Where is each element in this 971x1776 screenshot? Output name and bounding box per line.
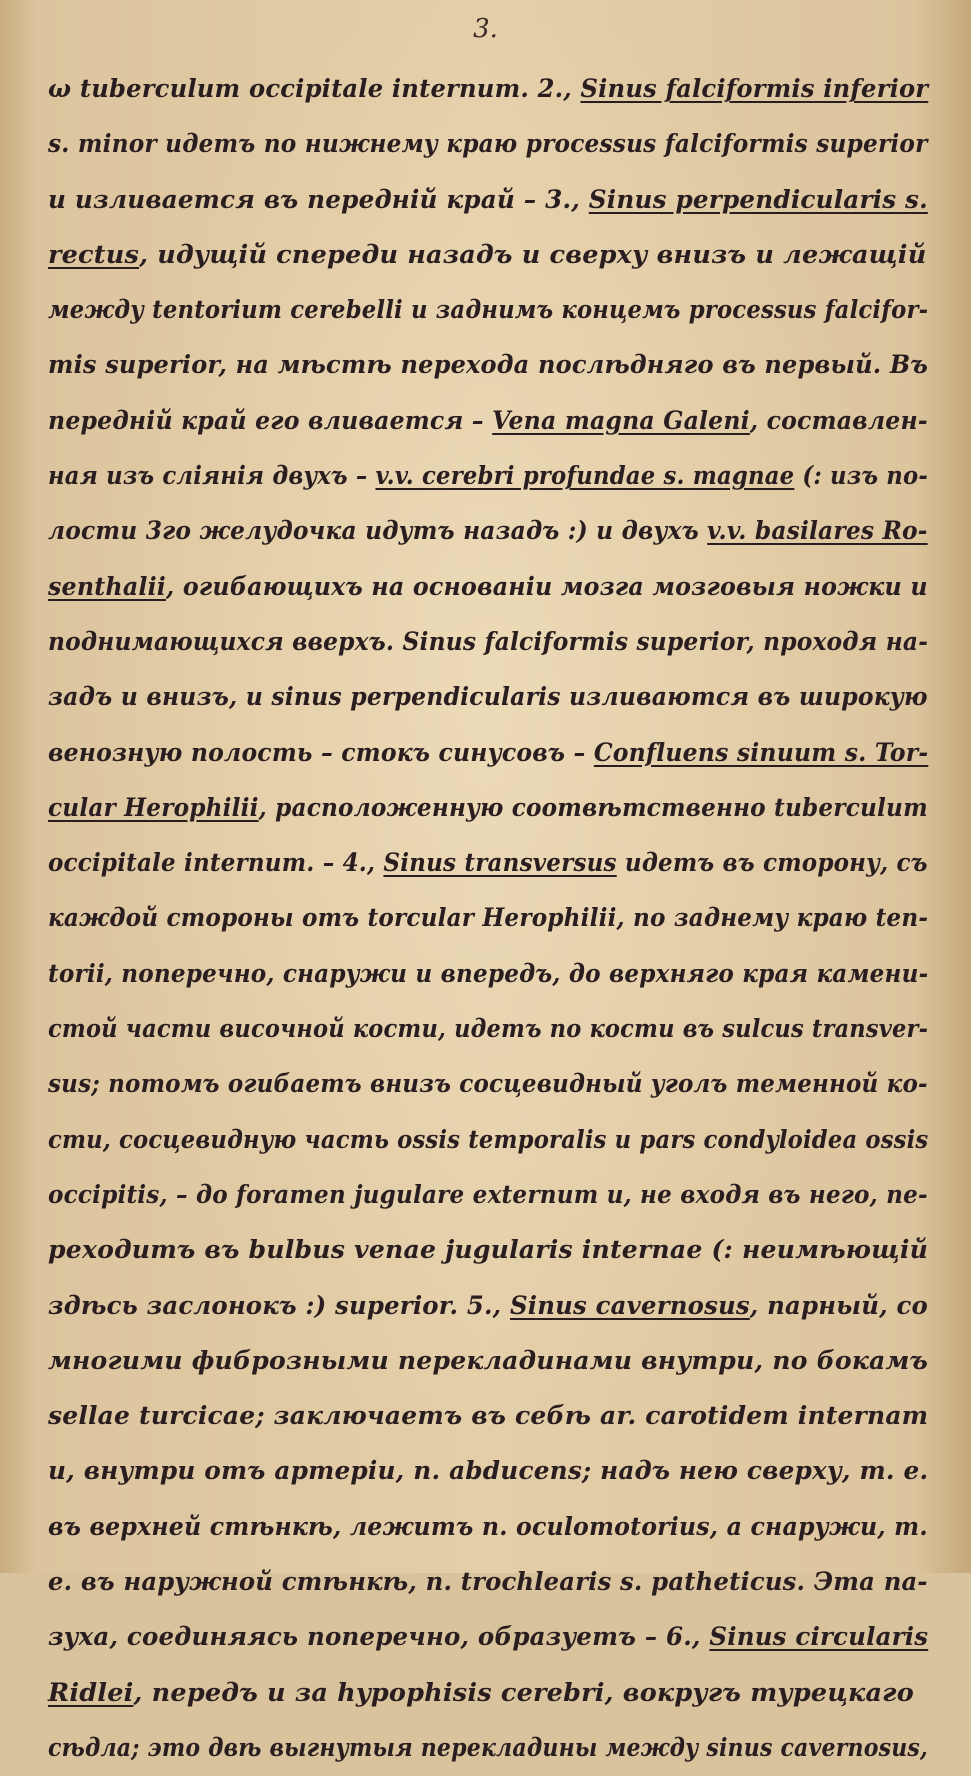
underlined-term: Confluens sinuum s. Tor-	[593, 737, 929, 768]
underlined-term: Sinus cavernosus	[510, 1290, 750, 1321]
text-segment: sellae turcicae; заключаетъ въ себѣ ar. carotidem internam	[48, 1401, 929, 1432]
text-line	[48, 1168, 928, 1223]
underlined-term: Sinus perpendicularis s.	[588, 184, 928, 215]
text-segment: occipitis, – до foramen jugulare externum и, не входя въ него, пе-	[48, 1179, 928, 1210]
text-line	[48, 1389, 928, 1444]
text-segment: mis superior, на мѣстѣ перехода послѣдняго въ первый. Въ	[48, 350, 929, 381]
text-line	[48, 1113, 928, 1168]
text-segment: реходитъ въ bulbus venae jugularis internae (: неимѣющій	[48, 1235, 929, 1266]
text-line	[48, 228, 928, 283]
text-segment: ω tuberculum occipitale internum. 2.,	[48, 74, 581, 104]
text-line	[48, 62, 928, 117]
text-segment: ная изъ сліянія двухъ –	[48, 461, 376, 492]
text-segment: здѣсь заслонокъ :) superior. 5.,	[48, 1290, 511, 1321]
text-segment: въ верхней стѣнкѣ, лежитъ n. oculomotorius, а снаружи, т.	[48, 1511, 928, 1542]
text-line	[48, 283, 928, 338]
underlined-term: Ridlei	[48, 1677, 134, 1708]
text-segment: зуха, соединяясь поперечно, образуетъ – 6.,	[48, 1622, 710, 1653]
text-line	[48, 504, 928, 559]
text-line	[48, 338, 928, 393]
text-line	[48, 449, 928, 504]
text-segment: , составлен-	[749, 405, 928, 436]
text-line	[48, 1666, 928, 1721]
text-segment: torii, поперечно, снаружи и впередъ, до верхняго края камени-	[48, 958, 929, 989]
text-line	[48, 1500, 928, 1555]
text-segment: лости 3го желудочка идутъ назадъ :) и двухъ	[48, 516, 708, 547]
text-line	[48, 560, 928, 615]
text-segment: occipitale internum. – 4.,	[48, 848, 384, 879]
text-line	[48, 1223, 928, 1278]
text-segment: поднимающихся вверхъ. Sinus falciformis superior, проходя на-	[48, 626, 929, 657]
underlined-term: Vena magna Galeni	[492, 405, 750, 436]
underlined-term: rectus	[48, 239, 140, 270]
text-segment: , огибающихъ на основаніи мозга мозговыя ножки и	[165, 571, 928, 602]
text-line	[48, 1334, 928, 1389]
text-segment: е. въ наружной стѣнкѣ, n. trochlearis s. patheticus. Эта па-	[48, 1567, 928, 1598]
underlined-term: v.v. basilares Ro-	[707, 516, 928, 547]
text-segment: задъ и внизъ, и sinus perpendicularis изливаются въ широкую	[48, 682, 928, 713]
text-line	[48, 117, 928, 172]
text-segment: и изливается въ передній край – 3.,	[48, 184, 589, 215]
text-segment: каждой стороны отъ torcular Herophilii, по заднему краю ten-	[48, 903, 929, 934]
text-line	[48, 394, 928, 449]
text-segment: между tentorium cerebelli и заднимъ концемъ processus falcifor-	[48, 295, 929, 326]
text-segment: , парный, со	[749, 1290, 928, 1321]
text-segment: (: изъ по-	[794, 461, 929, 492]
underlined-term: Sinus transversus	[383, 848, 617, 879]
underlined-term: cular Herophilii	[48, 792, 259, 823]
underlined-term: v.v. cerebri profundae s. magnae	[375, 461, 795, 492]
text-line	[48, 1610, 928, 1665]
text-line	[48, 670, 928, 725]
text-segment: sus; потомъ огибаетъ внизъ сосцевидный уголъ теменной ко-	[48, 1069, 928, 1100]
text-segment: многими фиброзными перекладинами внутри, по бокамъ	[48, 1345, 929, 1376]
text-line	[48, 947, 928, 1002]
text-line	[48, 891, 928, 946]
text-line	[48, 836, 928, 891]
text-segment: идетъ въ сторону, съ	[616, 848, 928, 879]
text-segment: передній край его вливается –	[48, 405, 493, 436]
text-line	[48, 173, 928, 228]
text-line	[48, 1444, 928, 1499]
text-line	[48, 1057, 928, 1112]
text-line	[48, 1279, 928, 1334]
underlined-term: Sinus falciformis inferior	[580, 74, 929, 104]
text-segment: сѣдла; это двѣ выгнутыя перекладины между sinus cavernosus,	[48, 1732, 928, 1763]
text-line	[48, 1002, 928, 1057]
text-line	[48, 781, 928, 836]
text-segment: стой части височной кости, идетъ по кости въ sulcus transver-	[48, 1014, 929, 1045]
text-segment: , расположенную соотвѣтственно tuberculum	[258, 792, 928, 823]
page-number: 3.	[473, 14, 498, 44]
text-segment: венозную полость – стокъ синусовъ –	[48, 737, 594, 768]
text-line	[48, 726, 928, 781]
text-line	[48, 1555, 928, 1610]
text-segment: , передъ и за hypophisis cerebri, вокругъ турецкаго	[133, 1677, 914, 1708]
text-segment: и, внутри отъ артеріи, n. abducens; надъ нею сверху, т. е.	[48, 1456, 929, 1487]
text-segment: , идущій спереди назадъ и сверху внизъ и лежащій	[139, 239, 927, 270]
text-line	[48, 615, 928, 670]
text-segment: сти, сосцевидную часть ossis temporalis и pars condyloidea ossis	[48, 1124, 929, 1155]
underlined-term: senthalii	[48, 571, 166, 602]
underlined-term: Sinus circularis	[709, 1622, 929, 1653]
text-line	[48, 1721, 928, 1776]
text-segment: s. minor идетъ по нижнему краю processus falciformis superior	[48, 129, 928, 160]
handwritten-text-block	[48, 62, 928, 1776]
